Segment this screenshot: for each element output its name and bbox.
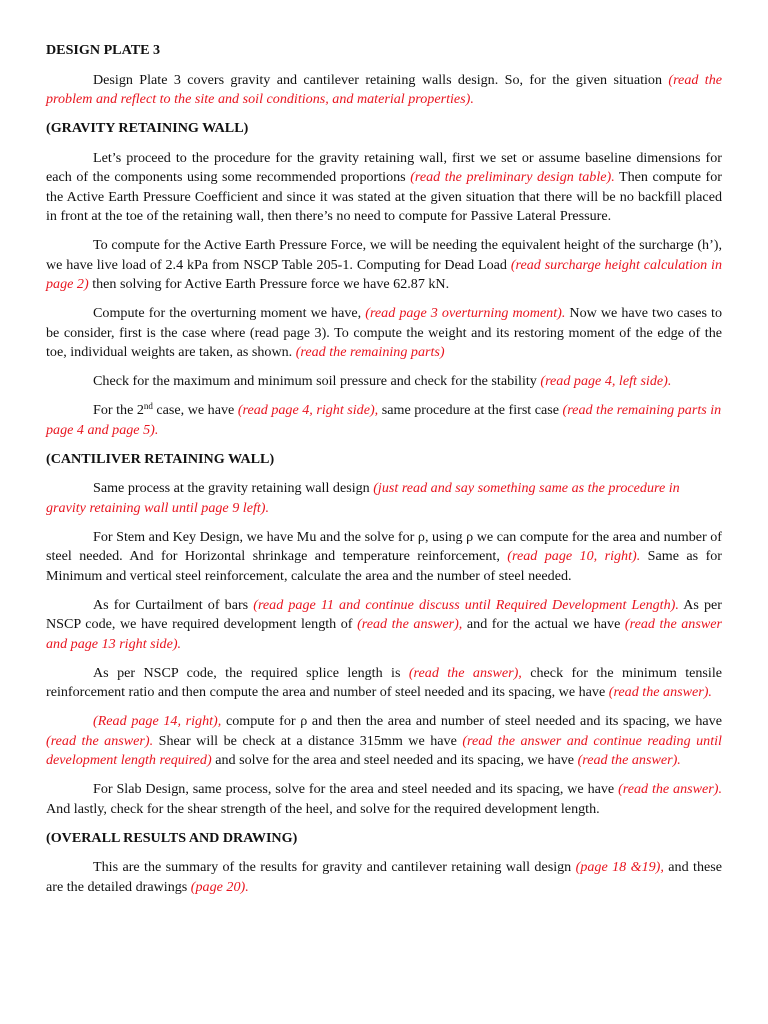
reading-note: (read the answer and continue reading until development length required) — [46, 732, 722, 768]
text-run: To compute for the Active Earth Pressure Force, we will be needing the equivalent height of the surcharge (h’), we have live load of 2.4 kPa from NSCP Table 205-1. Computing for Dead Load — [46, 237, 722, 273]
reading-note: (read the answer). — [577, 752, 681, 768]
cantilever-paragraph-1 — [46, 479, 722, 518]
text-run: Now we have two cases to be consider, first is the case where (read page 3). To compute the weight and its restoring moment of the edge of the toe, individual weights are taken, as shown. — [46, 305, 722, 360]
reading-note: (read the remaining parts) — [295, 344, 445, 360]
gravity-paragraph-5 — [46, 401, 722, 440]
text-run: and for the actual we have — [462, 616, 625, 632]
cantilever-paragraph-6 — [46, 780, 722, 819]
text-run: For the 2 — [93, 402, 144, 418]
cantilever-paragraph-5 — [46, 712, 722, 771]
reading-note: (read the answer). — [618, 781, 722, 797]
text-run: As per NSCP code, we have required development length of — [46, 596, 722, 632]
section-heading-overall: (OVERALL RESULTS AND DRAWING) — [46, 829, 298, 846]
reading-note: (read the preliminary design table). — [410, 169, 615, 185]
text-run: check for the minimum tensile reinforcement ratio and then compute the area and number of steel needed and its spacing, we have — [46, 664, 722, 700]
reading-note: (read page 10, right). — [507, 548, 641, 564]
intro-paragraph — [46, 71, 722, 110]
reading-note: (read the answer), — [408, 664, 522, 681]
text-run: Let’s proceed to the procedure for the gravity retaining wall, first we set or assume baseline dimensions for each of the components using some recommended proportions — [46, 149, 722, 185]
text-run: Same as for Minimum and vertical steel reinforcement, calculate the area and the number of steel needed. — [46, 548, 722, 584]
text-run: Check for the maximum and minimum soil pressure and check for the stability — [93, 373, 541, 389]
reading-note: (read surcharge height calculation in page 2) — [46, 256, 722, 292]
reading-note: (page 20). — [190, 878, 249, 895]
section-heading-gravity: (GRAVITY RETAINING WALL) — [46, 120, 249, 136]
ordinal-superscript: nd — [143, 401, 153, 411]
text-run: and solve for the area and steel needed and its spacing, we have — [211, 752, 578, 768]
cantilever-paragraph-3 — [46, 596, 722, 655]
reading-note: (read the answer). — [608, 684, 712, 700]
gravity-paragraph-4 — [46, 372, 722, 392]
text-run: This are the summary of the results for gravity and cantilever retaining wall design — [93, 859, 576, 875]
text-run: and these are the detailed drawings — [46, 859, 722, 895]
section-heading-cantilever: (CANTILIVER RETAINING WALL) — [46, 450, 275, 467]
text-run: same procedure at the first case — [378, 402, 563, 418]
reading-note: (read the answer and page 13 right side). — [46, 616, 722, 652]
text-run: As for Curtailment of bars — [93, 596, 254, 613]
cantilever-paragraph-2 — [46, 528, 722, 587]
text-run: Then compute for the Active Earth Pressure Coefficient and since it was stated at the given situation that there will be no backfill placed in front at the toe of the retaining wall, then there’s no need to compute for Passive Lateral Pressure. — [46, 169, 722, 224]
reading-note: (read page 4, left side). — [540, 373, 672, 389]
document-body — [46, 41, 722, 907]
text-run: And lastly, check for the shear strength of the heel, and solve for the required development length. — [46, 800, 600, 817]
gravity-paragraph-2 — [46, 236, 722, 295]
reading-note: (Read page 14, right), — [93, 713, 222, 729]
overall-paragraph-1 — [46, 858, 722, 897]
reading-note: (read page 11 and continue discuss until Required Development Length). — [253, 596, 679, 613]
text-run: case, we have — [152, 402, 238, 418]
text-run: Same process at the gravity retaining wall design — [93, 480, 374, 496]
reading-note: (read page 3 overturning moment). — [365, 305, 566, 321]
gravity-paragraph-3 — [46, 304, 722, 363]
reading-note: (just read and say something same as the procedure in gravity retaining wall until page 9 left). — [46, 480, 680, 516]
cantilever-paragraph-4 — [46, 664, 722, 703]
reading-note: (read the answer). — [46, 732, 154, 749]
text-run: For Stem and Key Design, we have Mu and the solve for ρ, using ρ we can compute for the area and number of steel needed. And for Horizontal shrinkage and temperature reinforcement, — [46, 528, 722, 564]
reading-note: (read the answer), — [357, 616, 463, 632]
text-run: As per NSCP code, the required splice length is — [93, 664, 409, 681]
document-title: DESIGN PLATE 3 — [46, 42, 161, 58]
gravity-paragraph-1 — [46, 149, 722, 227]
text-run: Design Plate 3 covers gravity and cantilever retaining walls design. So, for the given situation — [93, 71, 669, 88]
text-run: Shear will be check at a distance 315mm we have — [153, 732, 463, 749]
reading-note: (read the problem and reflect to the site and soil conditions, and material properties). — [46, 71, 722, 107]
reading-note: (read page 4, right side), — [237, 402, 379, 418]
reading-note: (page 18 &19), — [575, 859, 664, 875]
text-run: For Slab Design, same process, solve for the area and steel needed and its spacing, we have — [93, 781, 619, 797]
text-run: then solving for Active Earth Pressure force we have 62.87 kN. — [88, 276, 450, 292]
text-run: compute for ρ and then the area and number of steel needed and its spacing, we have — [221, 713, 722, 729]
reading-note: (read the remaining parts in page 4 and page 5). — [46, 402, 722, 438]
text-run: Compute for the overturning moment we have, — [93, 305, 366, 321]
